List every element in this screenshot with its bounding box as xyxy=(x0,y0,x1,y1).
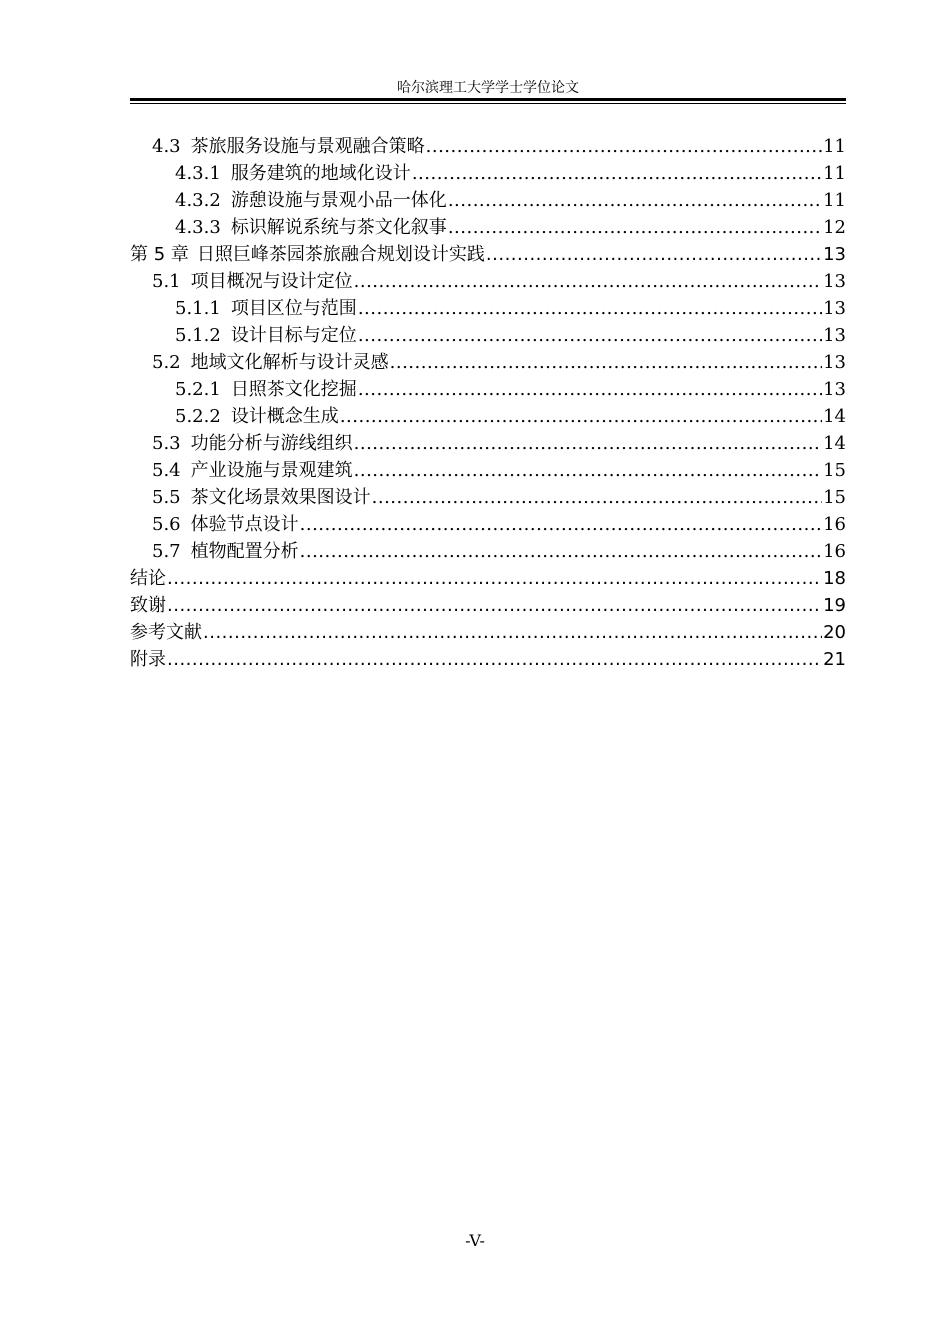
toc-entry[interactable] xyxy=(130,133,846,160)
toc-entry[interactable] xyxy=(130,322,846,349)
toc-dot-leader xyxy=(358,322,822,349)
toc-entry[interactable] xyxy=(130,619,846,646)
toc-entry-title: 地域文化解析与设计灵感 xyxy=(190,352,389,373)
toc-entry-number: 5.7 xyxy=(152,541,181,562)
toc-entry-number: 5.4 xyxy=(152,460,181,481)
toc-entry[interactable] xyxy=(130,403,846,430)
header-rule-thick xyxy=(130,98,846,101)
toc-entry-page: 11 xyxy=(823,190,846,211)
toc-dot-leader xyxy=(340,403,822,430)
toc-dot-leader xyxy=(486,241,822,268)
toc-entry[interactable] xyxy=(130,376,846,403)
toc-entry-page: 13 xyxy=(823,271,846,292)
toc-entry[interactable] xyxy=(130,457,846,484)
toc-entry-page: 18 xyxy=(823,568,846,589)
toc-entry-page: 12 xyxy=(823,217,846,238)
toc-entry-title: 参考文献 xyxy=(130,622,202,643)
toc-entry[interactable] xyxy=(130,646,846,673)
toc-entry-number: 5.1 xyxy=(152,271,181,292)
toc-entry-title: 日照巨峰茶园茶旅融合规划设计实践 xyxy=(196,244,485,265)
toc-entry-number: 4.3 xyxy=(152,136,181,157)
table-of-contents xyxy=(130,133,846,673)
toc-entry-page: 13 xyxy=(823,298,846,319)
toc-entry-title: 附录 xyxy=(130,649,166,670)
toc-entry-number: 5.1.1 xyxy=(175,298,221,319)
toc-entry-number: 5.1.2 xyxy=(175,325,221,346)
toc-entry-number: 4.3.3 xyxy=(175,217,221,238)
toc-entry[interactable] xyxy=(130,160,846,187)
toc-entry-page: 16 xyxy=(823,541,846,562)
toc-entry[interactable] xyxy=(130,241,846,268)
toc-dot-leader xyxy=(448,214,822,241)
toc-entry-page: 19 xyxy=(823,595,846,616)
toc-entry-number: 5.5 xyxy=(152,487,181,508)
toc-entry[interactable] xyxy=(130,349,846,376)
toc-entry-title: 植物配置分析 xyxy=(190,541,299,562)
toc-dot-leader xyxy=(354,457,822,484)
toc-dot-leader xyxy=(358,376,822,403)
toc-dot-leader xyxy=(300,538,822,565)
toc-entry-page: 13 xyxy=(823,379,846,400)
toc-entry[interactable] xyxy=(130,592,846,619)
toc-entry-page: 20 xyxy=(823,622,846,643)
toc-dot-leader xyxy=(167,646,822,673)
toc-dot-leader xyxy=(354,430,822,457)
toc-entry[interactable] xyxy=(130,187,846,214)
toc-entry[interactable] xyxy=(130,430,846,457)
toc-entry-title: 茶旅服务设施与景观融合策略 xyxy=(190,136,425,157)
toc-entry-number: 5.3 xyxy=(152,433,181,454)
toc-entry[interactable] xyxy=(130,268,846,295)
toc-entry-page: 15 xyxy=(823,487,846,508)
toc-entry-number: 4.3.1 xyxy=(175,163,221,184)
toc-entry-page: 13 xyxy=(823,352,846,373)
toc-entry-title: 游憩设施与景观小品一体化 xyxy=(230,190,447,211)
toc-entry-page: 14 xyxy=(823,406,846,427)
toc-entry[interactable] xyxy=(130,295,846,322)
toc-entry-number: 5.2 xyxy=(152,352,181,373)
toc-dot-leader xyxy=(412,160,822,187)
toc-dot-leader xyxy=(372,484,822,511)
toc-entry[interactable] xyxy=(130,538,846,565)
toc-entry-title: 日照茶文化挖掘 xyxy=(230,379,357,400)
toc-dot-leader xyxy=(167,592,822,619)
toc-entry-page: 21 xyxy=(823,649,846,670)
toc-entry-title: 结论 xyxy=(130,568,166,589)
toc-dot-leader xyxy=(354,268,822,295)
toc-dot-leader xyxy=(167,565,822,592)
footer-page-number: -V- xyxy=(465,1231,485,1250)
toc-entry-page: 11 xyxy=(823,136,846,157)
toc-entry[interactable] xyxy=(130,484,846,511)
toc-entry-page: 13 xyxy=(823,244,846,265)
toc-entry-title: 体验节点设计 xyxy=(190,514,299,535)
toc-entry-title: 茶文化场景效果图设计 xyxy=(190,487,371,508)
toc-entry-title: 功能分析与游线组织 xyxy=(190,433,353,454)
toc-entry-page: 14 xyxy=(823,433,846,454)
toc-entry-page: 13 xyxy=(823,325,846,346)
toc-entry-number: 4.3.2 xyxy=(175,190,221,211)
toc-entry[interactable] xyxy=(130,214,846,241)
toc-dot-leader xyxy=(300,511,822,538)
toc-entry-number: 5.2.1 xyxy=(175,379,221,400)
toc-entry-title: 致谢 xyxy=(130,595,166,616)
toc-entry[interactable] xyxy=(130,511,846,538)
toc-entry-number: 第 5 章 xyxy=(130,244,189,265)
toc-dot-leader xyxy=(426,133,822,160)
header-title: 哈尔滨理工大学学士学位论文 xyxy=(397,80,579,96)
toc-dot-leader xyxy=(358,295,822,322)
toc-entry-number: 5.6 xyxy=(152,514,181,535)
toc-entry-title: 项目区位与范围 xyxy=(230,298,357,319)
toc-entry-title: 项目概况与设计定位 xyxy=(190,271,353,292)
toc-entry[interactable] xyxy=(130,565,846,592)
toc-dot-leader xyxy=(448,187,822,214)
toc-entry-title: 服务建筑的地域化设计 xyxy=(230,163,411,184)
toc-dot-leader xyxy=(203,619,822,646)
toc-entry-title: 设计概念生成 xyxy=(230,406,339,427)
toc-entry-page: 15 xyxy=(823,460,846,481)
toc-entry-page: 11 xyxy=(823,163,846,184)
toc-entry-title: 设计目标与定位 xyxy=(230,325,357,346)
toc-entry-title: 标识解说系统与茶文化叙事 xyxy=(230,217,447,238)
header-rule-thin xyxy=(130,103,846,104)
toc-entry-title: 产业设施与景观建筑 xyxy=(190,460,353,481)
toc-entry-page: 16 xyxy=(823,514,846,535)
toc-entry-number: 5.2.2 xyxy=(175,406,221,427)
toc-dot-leader xyxy=(390,349,822,376)
